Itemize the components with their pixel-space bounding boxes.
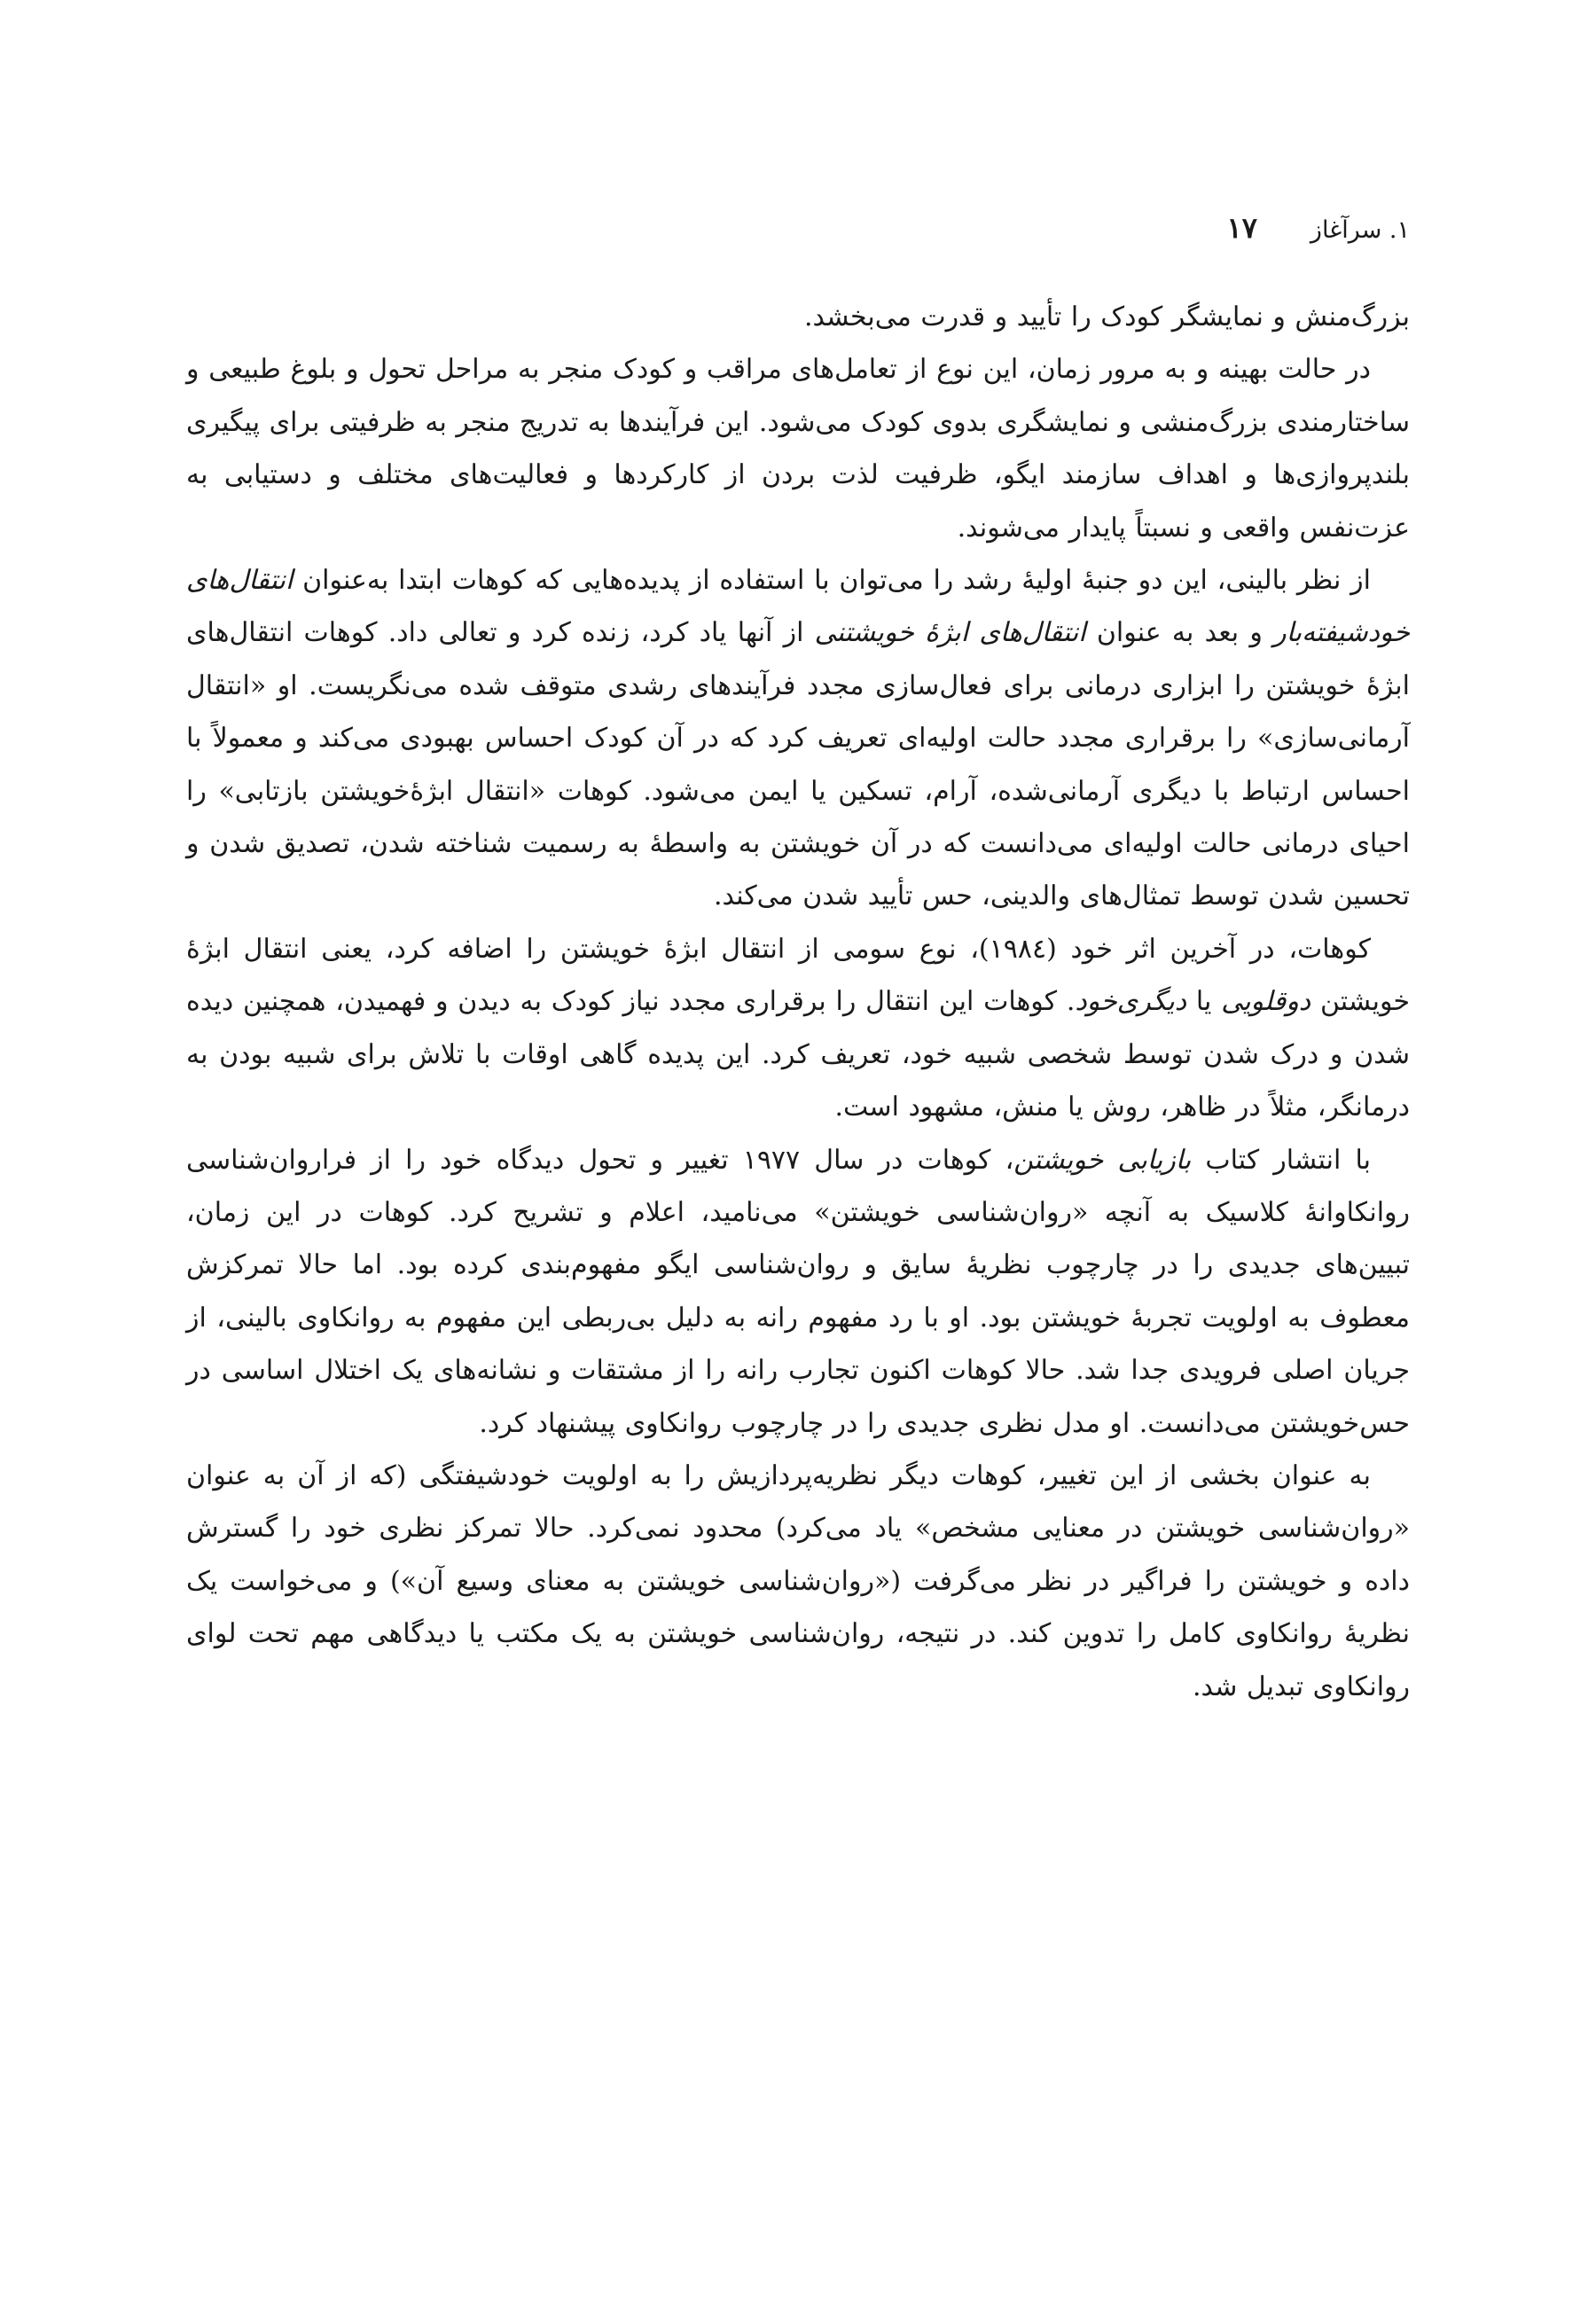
text-run: کوهات، در آخرین اثر خود (۱۹۸٤)، نوع سومی از انتقال ابژهٔ خویشتن را اضافه کرد، یعنی انتقال ابژهٔ خویشتن xyxy=(186,933,1410,1018)
italic-term: دوقلویی xyxy=(1221,986,1311,1018)
text-run: با انتشار کتاب xyxy=(1191,1144,1371,1176)
text-run: به عنوان بخشی از این تغییر، کوهات دیگر نظریه‌پردازیش را به اولویت خودشیفتگی (که از آن به عنوان «روان‌شناسی خویشتن در معنایی مشخص» یاد می‌کرد) محدود نمی‌کرد. حالا تمرکز نظری خود را گسترش داده و خویشتن را فراگیر در نظر می‌گرفت («روان‌شناسی خویشتن به معنای وسیع آن») و می‌خواست یک نظریهٔ روانکاوی کامل را تدوین کند. در نتیجه، روان‌شناسی خویشتن به یک مکتب یا دیدگاهی مهم تحت لوای روانکاوی تبدیل شد. xyxy=(186,1459,1410,1702)
text-run: در حالت بهینه و به مرور زمان، این نوع از تعامل‌های مراقب و کودک منجر به مراحل تحول و بلوغ طبیعی و ساختارمندی بزرگ‌منشی و نمایشگری بدوی کودک می‌شود. این فرآیندها به تدریج منجر به ظرفیتی برای پیگیری بلندپروازی‌ها و اهداف سازمند ایگو، ظرفیت لذت بردن از کارکردها و فعالیت‌های مختلف و دستیابی به عزت‌نفس واقعی و نسبتاً پایدار می‌شوند. xyxy=(186,354,1410,544)
running-header xyxy=(186,211,1410,246)
paragraph xyxy=(186,554,1410,923)
text-run: از نظر بالینی، این دو جنبهٔ اولیهٔ رشد را می‌توان با استفاده از پدیده‌هایی که کوهات ابتدا به‌عنوان xyxy=(293,565,1371,597)
italic-term: دیگری‌خود xyxy=(1075,986,1187,1018)
chapter-title: ۱. سرآغاز xyxy=(1310,216,1410,244)
text-run: و بعد به عنوان xyxy=(1085,617,1274,649)
paragraph xyxy=(186,1134,1410,1450)
italic-term: بازیابی خویشتن xyxy=(1013,1144,1192,1176)
text-run: ، کوهات در سال ۱۹۷۷ تغییر و تحول دیدگاه خود را از فراروان‌شناسی روانکاوانهٔ کلاسیک به آنچه «روان‌شناسی خویشتن» می‌نامید، اعلام و تشریح کرد. کوهات در این زمان، تبیین‌های جدیدی را در چارچوب نظریهٔ سایق و روان‌شناسی ایگو مفهوم‌بندی کرده بود. اما حالا تمرکزش معطوف به اولویت تجربهٔ خویشتن بود. او با رد مفهوم رانه به دلیل بی‌ربطی این مفهوم به روانکاوی بالینی، از جریان اصلی فرویدی جدا شد. حالا کوهات اکنون تجارب رانه را از مشتقات و نشانه‌های یک اختلال اساسی در حس‌خویشتن می‌دانست. او مدل نظری جدیدی را در چارچوب روانکاوی پیشنهاد کرد. xyxy=(186,1144,1410,1439)
paragraph xyxy=(186,343,1410,554)
paragraph xyxy=(186,1450,1410,1713)
book-page xyxy=(186,0,1410,2300)
text-run: یا xyxy=(1186,986,1222,1018)
paragraph xyxy=(186,923,1410,1134)
body-text xyxy=(186,291,1410,1713)
italic-term: انتقال‌های ابژهٔ خویشتنی xyxy=(814,617,1086,649)
text-run: . کوهات این انتقال را برقراری مجدد نیاز کودک به دیدن و فهمیدن، همچنین دیده شدن و درک شدن توسط شخصی شبیه خود، تعریف کرد. این پدیده گاهی اوقات با تلاش برای شبیه بودن به درمانگر، مثلاً در ظاهر، روش یا منش، مشهود است. xyxy=(186,986,1410,1123)
page-number: ۱۷ xyxy=(1226,211,1257,245)
italic-term: انتقال‌های خودشیفته‌بار xyxy=(186,565,1410,649)
paragraph xyxy=(186,291,1410,343)
text-run: بزرگ‌منش و نمایشگر کودک را تأیید و قدرت می‌بخشد. xyxy=(803,301,1410,332)
text-run: از آنها یاد کرد، زنده کرد و تعالی داد. کوهات انتقال‌های ابژهٔ خویشتن را ابزاری درمانی برای فعال‌سازی مجدد فرآیندهای رشدی متوقف شده می‌نگریست. او «انتقال آرمانی‌سازی» را برقراری مجدد حالت اولیه‌ای تعریف کرد که در آن کودک احساس بهبودی می‌کند و معمولاً با احساس ارتباط با دیگری آرمانی‌شده، آرام، تسکین یا ایمن می‌شود. کوهات «انتقال ابژهٔ‌خویشتن بازتابی» را احیای درمانی حالت اولیه‌ای می‌دانست که در آن خویشتن به واسطهٔ به رسمیت شناخته شدن، تصدیق شدن و تحسین شدن توسط تمثال‌های والدینی، حس تأیید شدن می‌کند. xyxy=(186,617,1410,912)
